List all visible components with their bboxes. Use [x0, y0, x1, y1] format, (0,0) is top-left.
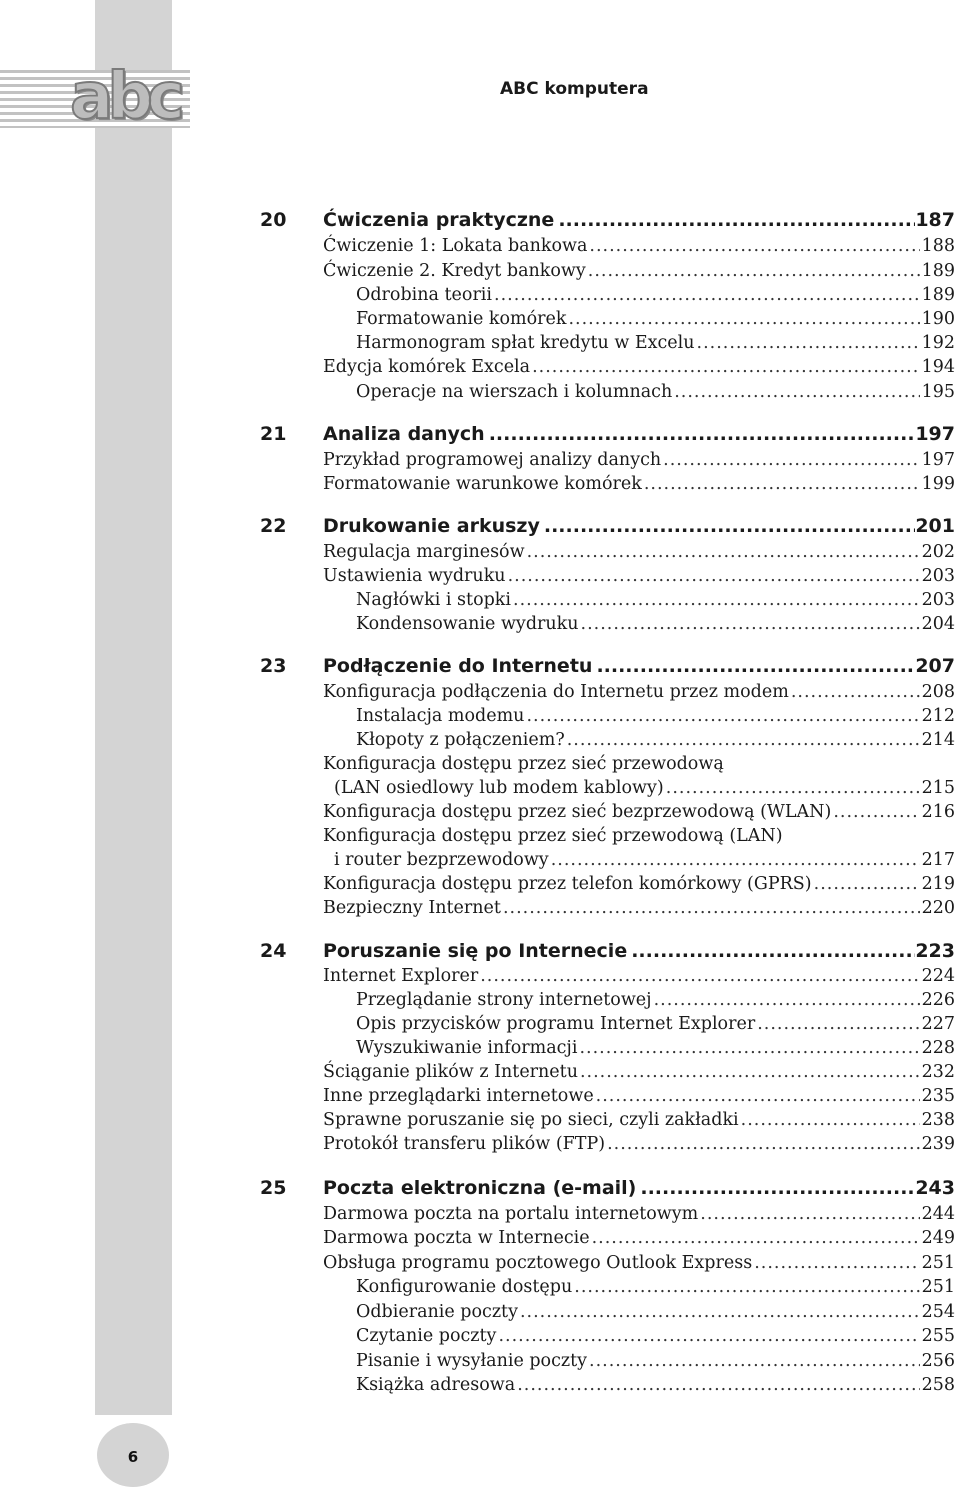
entry-title: Sprawne poruszanie się po sieci, czyli zakładki [323, 1110, 739, 1130]
leader-dots [607, 1132, 920, 1156]
entry-title: Konfiguracja podłączenia do Internetu przez modem [323, 682, 789, 702]
entry-page: 251 [921, 1253, 955, 1273]
toc-entry[interactable] [334, 848, 955, 872]
toc-entry[interactable] [356, 1300, 955, 1324]
chapter-page: 243 [915, 1177, 955, 1199]
entry-title: Konfigurowanie dostępu [356, 1277, 573, 1297]
leader-dots [791, 680, 920, 704]
leader-dots [580, 1060, 920, 1084]
leader-dots [663, 448, 919, 472]
chapter-title: Podłączenie do Internetu [323, 655, 593, 677]
entry-page: 214 [921, 730, 955, 750]
entry-title: i router bezprzewodowy [334, 850, 549, 870]
chapter-number: 25 [260, 1177, 287, 1199]
entry-page: 255 [921, 1326, 955, 1346]
entry-title: Konfiguracja dostępu przez telefon komórkowy (GPRS) [323, 874, 812, 894]
entry-page: 224 [921, 966, 955, 986]
leader-dots [757, 1012, 919, 1036]
entry-title: Darmowa poczta w Internecie [323, 1228, 590, 1248]
entry-title: Inne przeglądarki internetowe [323, 1086, 594, 1106]
entry-page: 197 [921, 450, 955, 470]
entry-page: 195 [921, 382, 955, 402]
leader-dots [589, 234, 919, 258]
chapter-number: 20 [260, 209, 287, 231]
entry-page: 219 [921, 874, 955, 894]
toc-entry[interactable] [323, 1132, 955, 1156]
entry-title: Czytanie poczty [356, 1326, 497, 1346]
entry-page: 204 [921, 614, 955, 634]
abc-logo: abc [70, 60, 179, 134]
entry-page: 228 [921, 1038, 955, 1058]
toc-entry[interactable] [323, 872, 955, 896]
entry-page: 194 [921, 357, 955, 377]
chapter-number: 22 [260, 515, 287, 537]
leader-dots [532, 355, 920, 379]
toc-entry[interactable] [356, 283, 955, 307]
leader-dots [592, 1226, 920, 1250]
toc-entry[interactable] [356, 1373, 955, 1397]
chapter-number: 23 [260, 655, 287, 677]
toc-entry[interactable] [323, 800, 955, 824]
entry-title: Przeglądanie strony internetowej [356, 990, 652, 1010]
entry-title: (LAN osiedlowy lub modem kablowy) [334, 778, 664, 798]
toc-entry-first-line[interactable]: Konfiguracja dostępu przez sieć przewodową [323, 754, 724, 774]
toc-entry[interactable] [356, 331, 955, 355]
toc-entry[interactable] [323, 1108, 955, 1132]
toc-entry[interactable] [356, 704, 955, 728]
entry-title: Edycja komórek Excela [323, 357, 531, 377]
toc-entry[interactable] [323, 540, 955, 564]
entry-title: Ćwiczenie 1: Lokata bankowa [323, 236, 588, 256]
leader-dots [654, 988, 920, 1012]
leader-dots [640, 1174, 915, 1202]
entry-title: Przykład programowej analizy danych [323, 450, 662, 470]
entry-page: 238 [921, 1110, 955, 1130]
entry-title: Protokół transferu plików (FTP) [323, 1134, 606, 1154]
leader-dots [833, 800, 919, 824]
entry-page: 215 [921, 778, 955, 798]
leader-dots [754, 1251, 919, 1275]
entry-title: Obsługa programu pocztowego Outlook Express [323, 1253, 753, 1273]
leader-dots [674, 380, 919, 404]
toc-entry[interactable] [323, 259, 955, 283]
entry-title: Regulacja marginesów [323, 542, 525, 562]
entry-title: Harmonogram spłat kredytu w Excelu [356, 333, 695, 353]
entry-title: Konfiguracja dostępu przez sieć bezprzewodową (WLAN) [323, 802, 832, 822]
leader-dots [527, 540, 920, 564]
entry-title: Nagłówki i stopki [356, 590, 512, 610]
leader-dots [498, 1324, 919, 1348]
entry-page: 251 [921, 1277, 955, 1297]
entry-title: Pisanie i wysyłanie poczty [356, 1351, 588, 1371]
chapter-title: Ćwiczenia praktyczne [323, 209, 555, 231]
leader-dots [503, 896, 920, 920]
entry-page: 254 [921, 1302, 955, 1322]
toc-entry[interactable] [356, 1324, 955, 1348]
entry-page: 199 [921, 474, 955, 494]
chapter-heading[interactable] [323, 420, 955, 448]
entry-title: Ustawienia wydruku [323, 566, 506, 586]
chapter-page: 207 [915, 655, 955, 677]
leader-dots [814, 872, 920, 896]
entry-title: Ćwiczenie 2. Kredyt bankowy [323, 261, 586, 281]
toc-entry-first-line[interactable]: Konfiguracja dostępu przez sieć przewodową (LAN) [323, 826, 783, 846]
chapter-page: 201 [915, 515, 955, 537]
leader-dots [631, 937, 915, 965]
entry-title: Kondensowanie wydruku [356, 614, 579, 634]
entry-page: 202 [921, 542, 955, 562]
entry-page: 256 [921, 1351, 955, 1371]
leader-dots [644, 472, 920, 496]
entry-page: 220 [921, 898, 955, 918]
toc-entry[interactable] [356, 1349, 955, 1373]
entry-page: 226 [921, 990, 955, 1010]
leader-dots [596, 652, 915, 680]
entry-page: 203 [921, 566, 955, 586]
toc-entry[interactable] [356, 1275, 955, 1299]
entry-page: 235 [921, 1086, 955, 1106]
toc-entry[interactable] [356, 588, 955, 612]
entry-page: 244 [921, 1204, 955, 1224]
chapter-heading[interactable] [323, 206, 955, 234]
toc-entry[interactable] [356, 612, 955, 636]
entry-title: Formatowanie warunkowe komórek [323, 474, 642, 494]
leader-dots [551, 848, 920, 872]
entry-page: 216 [921, 802, 955, 822]
leader-dots [517, 1373, 919, 1397]
toc-entry[interactable] [323, 1084, 955, 1108]
entry-title: Darmowa poczta na portalu internetowym [323, 1204, 699, 1224]
chapter-number: 24 [260, 940, 287, 962]
toc-entry[interactable] [323, 964, 955, 988]
toc-entry[interactable] [323, 448, 955, 472]
toc-entry[interactable] [323, 1226, 955, 1250]
toc-entry[interactable] [323, 564, 955, 588]
leader-dots [666, 776, 920, 800]
toc-entry[interactable] [323, 1202, 955, 1226]
leader-dots [480, 964, 919, 988]
page-number: 6 [127, 1448, 139, 1466]
chapter-title: Poruszanie się po Internecie [323, 940, 628, 962]
leader-dots [741, 1108, 920, 1132]
entry-title: Instalacja modemu [356, 706, 525, 726]
toc-entry[interactable] [323, 680, 955, 704]
leader-dots [520, 1300, 920, 1324]
leader-dots [596, 1084, 920, 1108]
entry-title: Wyszukiwanie informacji [356, 1038, 578, 1058]
entry-title: Ściąganie plików z Internetu [323, 1062, 578, 1082]
toc-entry[interactable] [356, 1012, 955, 1036]
entry-title: Bezpieczny Internet [323, 898, 501, 918]
chapter-heading[interactable] [323, 512, 955, 540]
toc-entry[interactable] [356, 728, 955, 752]
running-header-title: ABC komputera [500, 79, 649, 99]
entry-page: 189 [921, 285, 955, 305]
leader-dots [544, 512, 915, 540]
chapter-title: Poczta elektroniczna (e-mail) [323, 1177, 637, 1199]
chapter-page: 197 [915, 423, 955, 445]
entry-page: 249 [921, 1228, 955, 1248]
toc-entry[interactable] [323, 355, 955, 379]
chapter-page: 187 [915, 209, 955, 231]
chapter-heading[interactable] [323, 937, 955, 965]
toc-entry[interactable] [356, 380, 955, 404]
leader-dots [489, 420, 916, 448]
entry-page: 239 [921, 1134, 955, 1154]
entry-title: Internet Explorer [323, 966, 479, 986]
leader-dots [508, 564, 920, 588]
leader-dots [526, 704, 919, 728]
leader-dots [494, 283, 920, 307]
entry-title: Odbieranie poczty [356, 1302, 518, 1322]
leader-dots [567, 728, 920, 752]
chapter-number: 21 [260, 423, 287, 445]
entry-title: Książka adresowa [356, 1375, 516, 1395]
entry-page: 258 [921, 1375, 955, 1395]
chapter-heading[interactable] [323, 652, 955, 680]
entry-page: 192 [921, 333, 955, 353]
entry-title: Operacje na wierszach i kolumnach [356, 382, 673, 402]
toc-entry[interactable] [323, 1251, 955, 1275]
entry-page: 190 [921, 309, 955, 329]
entry-title: Kłopoty z połączeniem? [356, 730, 565, 750]
leader-dots [579, 1036, 919, 1060]
toc-entry[interactable] [356, 988, 955, 1012]
entry-page: 208 [921, 682, 955, 702]
chapter-page: 223 [915, 940, 955, 962]
leader-dots [581, 612, 920, 636]
leader-dots [589, 1349, 920, 1373]
toc-entry[interactable] [356, 307, 955, 331]
entry-page: 189 [921, 261, 955, 281]
entry-title: Formatowanie komórek [356, 309, 567, 329]
entry-title: Opis przycisków programu Internet Explorer [356, 1014, 756, 1034]
entry-page: 212 [921, 706, 955, 726]
entry-page: 203 [921, 590, 955, 610]
toc-entry[interactable] [323, 234, 955, 258]
chapter-heading[interactable] [323, 1174, 955, 1202]
leader-dots [574, 1275, 919, 1299]
toc-entry[interactable] [323, 1060, 955, 1084]
entry-page: 232 [921, 1062, 955, 1082]
toc-entry[interactable] [323, 896, 955, 920]
toc-entry[interactable] [323, 472, 955, 496]
leader-dots [588, 259, 920, 283]
toc-entry[interactable] [334, 776, 955, 800]
leader-dots [513, 588, 920, 612]
leader-dots [558, 206, 915, 234]
entry-page: 227 [921, 1014, 955, 1034]
leader-dots [700, 1202, 919, 1226]
entry-page: 217 [921, 850, 955, 870]
entry-page: 188 [921, 236, 955, 256]
leader-dots [568, 307, 919, 331]
leader-dots [697, 331, 920, 355]
chapter-title: Drukowanie arkuszy [323, 515, 540, 537]
toc-entry[interactable] [356, 1036, 955, 1060]
chapter-title: Analiza danych [323, 423, 485, 445]
entry-title: Odrobina teorii [356, 285, 493, 305]
